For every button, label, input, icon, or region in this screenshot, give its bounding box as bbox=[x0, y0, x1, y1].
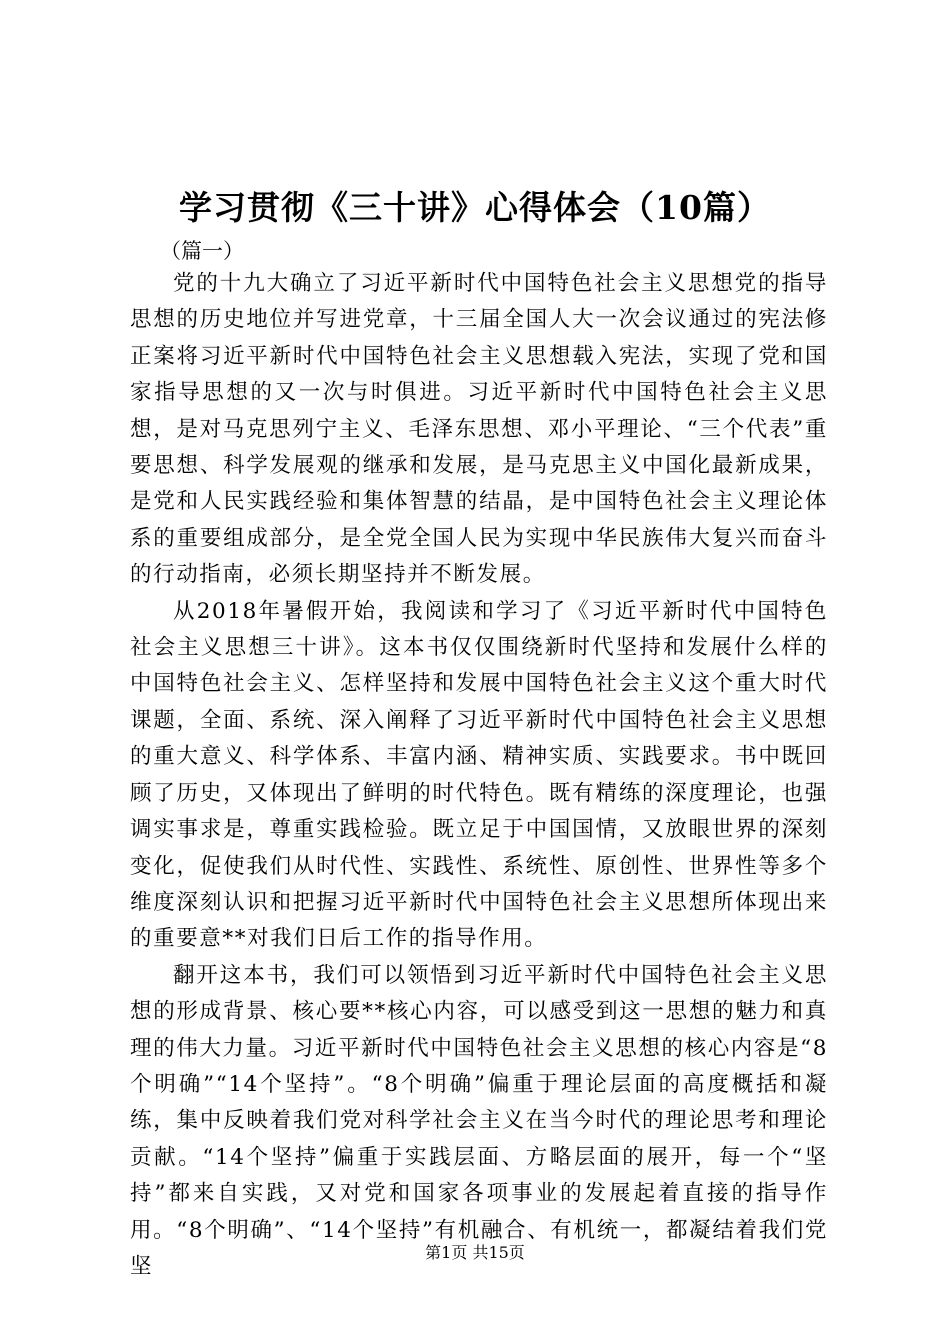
paragraph-3: 翻开这本书，我们可以领悟到习近平新时代中国特色社会主义思想的形成背景、核心要**核心内容，可以感受到这一思想的魅力和真理的伟大力量。习近平新时代中国特色社会主义思想的核心内容是“8个明确”“14个坚持”。“8个明确”偏重于理论层面的高度概括和凝练，集中反映着我们党对科学社会主义在当今时代的理论思考和理论贡献。“14个坚持”偏重于实践层面、方略层面的展开，每一个“坚持”都来自实践，又对党和国家各项事业的发展起着直接的指导作用。“8个明确”、“14个坚持”有机融合、有机统一，都凝结着我们党坚 bbox=[130, 962, 828, 1279]
paragraph-2: 从2018年暑假开始，我阅读和学习了《习近平新时代中国特色社会主义思想三十讲》。这本书仅仅围绕新时代坚持和发展什么样的中国特色社会主义、怎样坚持和发展中国特色社会主义这个重大时代课题，全面、系统、深入阐释了习近平新时代中国特色社会主义思想的重大意义、科学体系、丰富内涵、精神实质、实践要求。书中既回顾了历史，又体现出了鲜明的时代特色。既有精练的深度理论，也强调实事求是，尊重实践检验。既立足于中国国情，又放眼世界的深刻变化，促使我们从时代性、实践性、系统性、原创性、世界性等多个维度深刻认识和把握习近平新时代中国特色社会主义思想所体现出来的重要意**对我们日后工作的指导作用。 bbox=[130, 598, 828, 952]
section-label: （篇一） bbox=[160, 239, 244, 263]
body-text bbox=[130, 266, 828, 1285]
paragraph-1: 党的十九大确立了习近平新时代中国特色社会主义思想党的指导思想的历史地位并写进党章，十三届全国人大一次会议通过的宪法修正案将习近平新时代中国特色社会主义思想载入宪法，实现了党和国家指导思想的又一次与时俱进。习近平新时代中国特色社会主义思想，是对马克思列宁主义、毛泽东思想、邓小平理论、“三个代表”重要思想、科学发展观的继承和发展，是马克思主义中国化最新成果，是党和人民实践经验和集体智慧的结晶，是中国特色社会主义理论体系的重要组成部分，是全党全国人民为实现中华民族伟大复兴而奋斗的行动指南，必须长期坚持并不断发展。 bbox=[130, 271, 828, 588]
page-number-footer: 第1页 共15页 bbox=[425, 1243, 525, 1262]
page-title: 学习贯彻《三十讲》心得体会（10篇） bbox=[179, 188, 771, 227]
